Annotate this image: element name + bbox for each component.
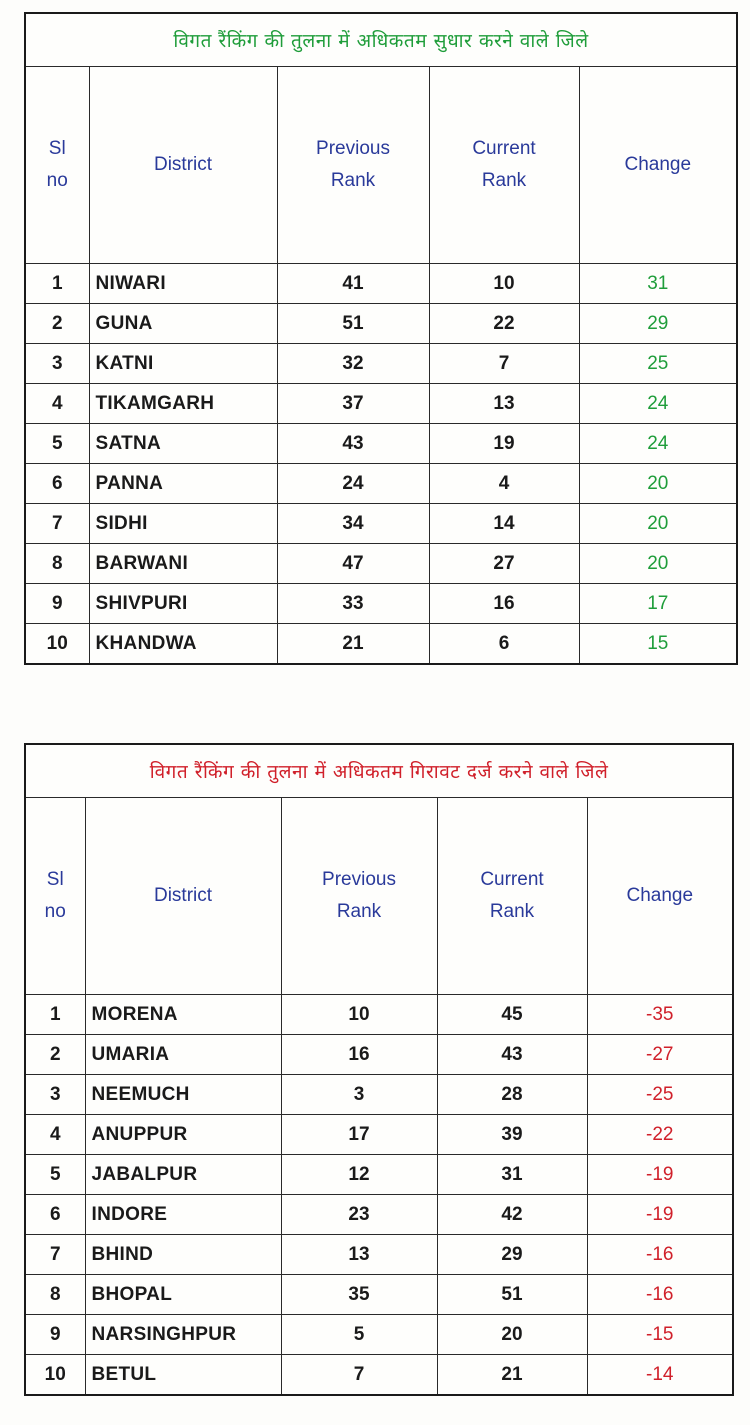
district-cell: SIDHI [89, 504, 277, 544]
current-rank-cell: 43 [437, 1035, 587, 1075]
change-cell: 20 [579, 464, 737, 504]
sl-cell: 6 [25, 1195, 85, 1235]
previous-rank-cell: 47 [277, 544, 429, 584]
previous-header-line2: Rank [336, 901, 382, 922]
previous-rank-cell: 17 [281, 1115, 437, 1155]
current-rank-cell: 42 [437, 1195, 587, 1235]
district-cell: BHOPAL [85, 1275, 281, 1315]
previous-rank-cell: 16 [281, 1035, 437, 1075]
sl-cell: 7 [25, 504, 89, 544]
improved-table [24, 12, 738, 665]
table-row [25, 584, 737, 624]
current-rank-cell: 27 [429, 544, 579, 584]
previous-rank-cell: 33 [277, 584, 429, 624]
previous-rank-cell: 35 [281, 1275, 437, 1315]
district-cell: SHIVPURI [89, 584, 277, 624]
sl-cell: 3 [25, 1075, 85, 1115]
previous-rank-cell: 7 [281, 1355, 437, 1396]
previous-rank-cell: 32 [277, 344, 429, 384]
district-cell: SATNA [89, 424, 277, 464]
table-row [25, 304, 737, 344]
sl-cell: 3 [25, 344, 89, 384]
previous-header-line1: Previous [316, 138, 390, 159]
current-rank-cell: 7 [429, 344, 579, 384]
table-row [25, 504, 737, 544]
sl-cell: 5 [25, 1155, 85, 1195]
sl-cell: 6 [25, 464, 89, 504]
district-cell: MORENA [85, 995, 281, 1035]
previous-rank-cell: 5 [281, 1315, 437, 1355]
change-cell: 25 [579, 344, 737, 384]
current-header-line2: Rank [489, 901, 535, 922]
change-cell: -16 [587, 1235, 733, 1275]
sl-cell: 1 [25, 995, 85, 1035]
district-cell: GUNA [89, 304, 277, 344]
change-header: Change [587, 798, 733, 995]
district-cell: UMARIA [85, 1035, 281, 1075]
change-cell: -19 [587, 1155, 733, 1195]
declined-table [24, 743, 734, 1396]
district-cell: KHANDWA [89, 624, 277, 665]
current-header-line2: Rank [481, 170, 527, 191]
sl-cell: 4 [25, 384, 89, 424]
sl-cell: 10 [25, 624, 89, 665]
current-rank-cell: 16 [429, 584, 579, 624]
improved-header-row [25, 67, 737, 264]
change-cell: 20 [579, 504, 737, 544]
district-header: District [89, 67, 277, 264]
current-rank-cell: 13 [429, 384, 579, 424]
sl-cell: 1 [25, 264, 89, 304]
current-rank-cell: 6 [429, 624, 579, 665]
change-cell: -22 [587, 1115, 733, 1155]
change-cell: 24 [579, 424, 737, 464]
previous-rank-cell: 51 [277, 304, 429, 344]
table-row [25, 544, 737, 584]
previous-rank-header [277, 67, 429, 264]
district-cell: NARSINGHPUR [85, 1315, 281, 1355]
table-row [25, 1075, 733, 1115]
table-row [25, 264, 737, 304]
table-row [25, 624, 737, 665]
current-rank-cell: 20 [437, 1315, 587, 1355]
district-cell: PANNA [89, 464, 277, 504]
district-header: District [85, 798, 281, 995]
previous-rank-cell: 21 [277, 624, 429, 665]
table-row [25, 384, 737, 424]
improved-body [25, 264, 737, 665]
district-cell: NEEMUCH [85, 1075, 281, 1115]
improved-title: विगत रैंकिंग की तुलना में अधिकतम सुधार करने वाले जिले [25, 13, 737, 67]
sl-cell: 9 [25, 1315, 85, 1355]
change-cell: 17 [579, 584, 737, 624]
previous-rank-cell: 10 [281, 995, 437, 1035]
previous-rank-cell: 12 [281, 1155, 437, 1195]
sl-cell: 10 [25, 1355, 85, 1396]
district-cell: KATNI [89, 344, 277, 384]
table-row [25, 344, 737, 384]
change-cell: 29 [579, 304, 737, 344]
table-row [25, 1315, 733, 1355]
sl-header-line1: Sl [46, 869, 64, 890]
district-cell: NIWARI [89, 264, 277, 304]
table-row [25, 1275, 733, 1315]
current-rank-cell: 39 [437, 1115, 587, 1155]
current-rank-cell: 31 [437, 1155, 587, 1195]
district-cell: ANUPPUR [85, 1115, 281, 1155]
change-cell: -19 [587, 1195, 733, 1235]
declined-body [25, 995, 733, 1396]
sl-cell: 7 [25, 1235, 85, 1275]
current-header-line1: Current [472, 138, 536, 159]
change-cell: -35 [587, 995, 733, 1035]
current-header-line1: Current [480, 869, 544, 890]
table-row [25, 1035, 733, 1075]
sl-header-line1: Sl [48, 138, 66, 159]
sl-no-header [25, 67, 89, 264]
previous-rank-cell: 13 [281, 1235, 437, 1275]
sl-no-header [25, 798, 85, 995]
table-row [25, 995, 733, 1035]
previous-rank-cell: 24 [277, 464, 429, 504]
current-rank-cell: 10 [429, 264, 579, 304]
current-rank-cell: 19 [429, 424, 579, 464]
sl-cell: 5 [25, 424, 89, 464]
previous-header-line2: Rank [330, 170, 376, 191]
change-cell: 31 [579, 264, 737, 304]
district-cell: BARWANI [89, 544, 277, 584]
table-row [25, 424, 737, 464]
sl-cell: 2 [25, 304, 89, 344]
previous-rank-cell: 34 [277, 504, 429, 544]
table-row [25, 1355, 733, 1396]
sl-cell: 8 [25, 544, 89, 584]
change-cell: 15 [579, 624, 737, 665]
sl-header-line2: no [44, 901, 66, 922]
sl-cell: 9 [25, 584, 89, 624]
sl-cell: 4 [25, 1115, 85, 1155]
sl-cell: 8 [25, 1275, 85, 1315]
table-row [25, 1235, 733, 1275]
previous-rank-cell: 3 [281, 1075, 437, 1115]
change-cell: -14 [587, 1355, 733, 1396]
declined-title: विगत रैंकिंग की तुलना में अधिकतम गिरावट दर्ज करने वाले जिले [25, 744, 733, 798]
table-row [25, 1195, 733, 1235]
district-cell: JABALPUR [85, 1155, 281, 1195]
sl-header-line2: no [46, 170, 68, 191]
change-cell: -15 [587, 1315, 733, 1355]
previous-rank-cell: 41 [277, 264, 429, 304]
district-cell: BHIND [85, 1235, 281, 1275]
current-rank-cell: 29 [437, 1235, 587, 1275]
current-rank-cell: 45 [437, 995, 587, 1035]
district-cell: INDORE [85, 1195, 281, 1235]
change-cell: 24 [579, 384, 737, 424]
table-row [25, 1155, 733, 1195]
current-rank-cell: 4 [429, 464, 579, 504]
district-cell: TIKAMGARH [89, 384, 277, 424]
current-rank-header [429, 67, 579, 264]
change-cell: -16 [587, 1275, 733, 1315]
table-row [25, 1115, 733, 1155]
table-row [25, 464, 737, 504]
sl-cell: 2 [25, 1035, 85, 1075]
current-rank-header [437, 798, 587, 995]
previous-rank-cell: 23 [281, 1195, 437, 1235]
change-cell: -25 [587, 1075, 733, 1115]
current-rank-cell: 22 [429, 304, 579, 344]
current-rank-cell: 51 [437, 1275, 587, 1315]
district-cell: BETUL [85, 1355, 281, 1396]
declined-header-row [25, 798, 733, 995]
previous-rank-cell: 43 [277, 424, 429, 464]
change-header: Change [579, 67, 737, 264]
change-cell: -27 [587, 1035, 733, 1075]
change-cell: 20 [579, 544, 737, 584]
previous-rank-header [281, 798, 437, 995]
current-rank-cell: 28 [437, 1075, 587, 1115]
previous-rank-cell: 37 [277, 384, 429, 424]
current-rank-cell: 14 [429, 504, 579, 544]
current-rank-cell: 21 [437, 1355, 587, 1396]
previous-header-line1: Previous [322, 869, 396, 890]
